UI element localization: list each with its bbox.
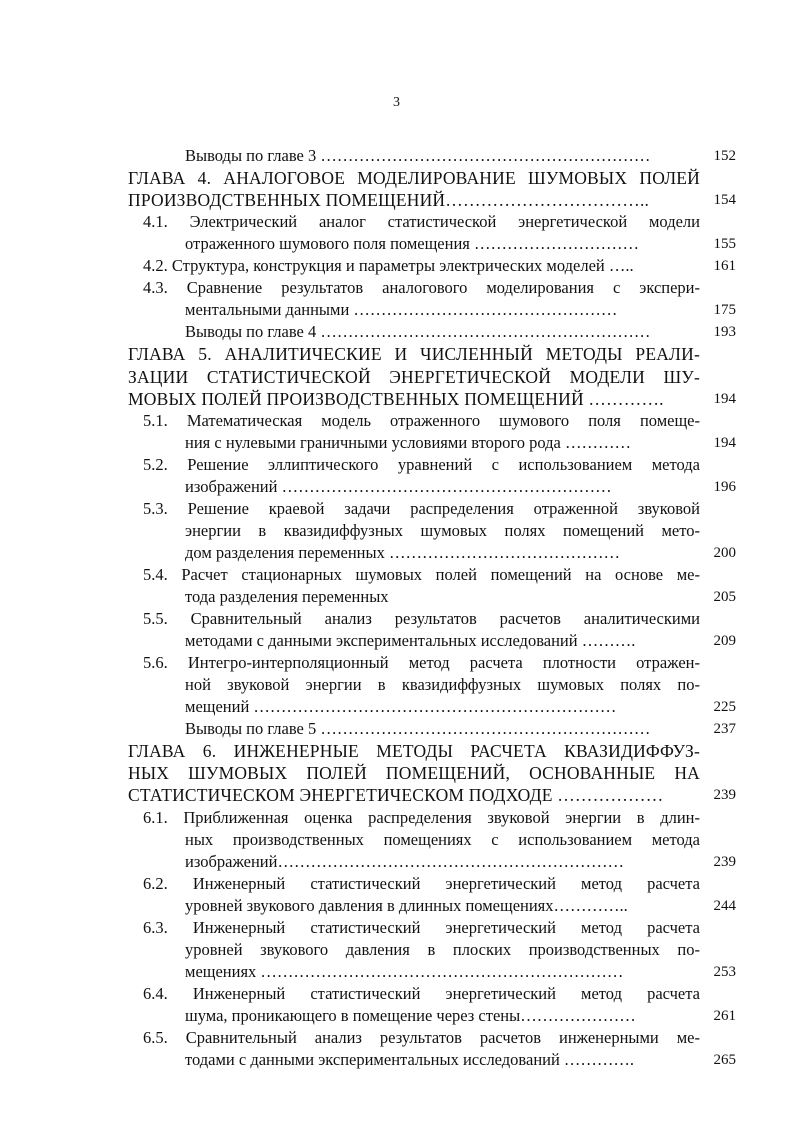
toc-entry-line: уровней звукового давления в плоских производственных по- — [185, 940, 700, 959]
toc-page-number: 253 — [713, 964, 736, 980]
toc-entry-line: ментальными данными ………………………………………… — [185, 300, 618, 319]
toc-entry-line: ния с нулевыми граничными условиями второго рода ………… — [185, 433, 632, 452]
toc-entry-line: 4.2. Структура, конструкция и параметры электрических моделей ….. — [143, 256, 634, 275]
toc-page-number: 244 — [713, 898, 736, 914]
chapter-heading-line: ПРОИЗВОДСТВЕННЫХ ПОМЕЩЕНИЙ…………………………….. — [128, 190, 650, 210]
page-number: 3 — [393, 95, 400, 110]
toc-page-number: 225 — [713, 699, 736, 715]
chapter-heading-line: ГЛАВА 4. АНАЛОГОВОЕ МОДЕЛИРОВАНИЕ ШУМОВЫХ ПОЛЕЙ — [128, 168, 700, 188]
toc-entry-line: 5.4. Расчет стационарных шумовых полей помещений на основе ме- — [143, 565, 700, 584]
toc-entry-line: изображений……………………………………………………… — [185, 852, 624, 871]
toc-entry-line: изображений …………………………………………………… — [185, 477, 612, 496]
toc-page-number: 155 — [713, 236, 736, 252]
toc-entry-line: шума, проникающего в помещение через стены………………… — [185, 1006, 636, 1025]
toc-page-number: 265 — [713, 1052, 736, 1068]
toc-page-number: 239 — [713, 854, 736, 870]
toc-entry-line: энергии в квазидиффузных шумовых полях помещений мето- — [185, 521, 700, 540]
toc-entry-line: Выводы по главе 5 …………………………………………………… — [185, 719, 651, 738]
toc-page-number: 161 — [713, 258, 736, 274]
chapter-heading-line: ГЛАВА 6. ИНЖЕНЕРНЫЕ МЕТОДЫ РАСЧЕТА КВАЗИДИФФУЗ- — [128, 741, 700, 761]
toc-page-number: 200 — [713, 545, 736, 561]
toc-entry-line: тода разделения переменных — [185, 587, 389, 606]
toc-page-number: 175 — [713, 302, 736, 318]
toc-entry-line: Выводы по главе 4 …………………………………………………… — [185, 322, 651, 341]
toc-entry-line: тодами с данными экспериментальных исследований …………. — [185, 1050, 635, 1069]
toc-entry-line: мещений ………………………………………………………… — [185, 697, 617, 716]
toc-page-number: 209 — [713, 633, 736, 649]
chapter-heading-line: СТАТИСТИЧЕСКОМ ЭНЕРГЕТИЧЕСКОМ ПОДХОДЕ ……………… — [128, 785, 664, 805]
toc-entry-line: 5.1. Математическая модель отраженного шумового поля помеще- — [143, 411, 700, 430]
toc-page-number: 194 — [713, 391, 736, 407]
toc-entry-line: Выводы по главе 3 …………………………………………………… — [185, 146, 651, 165]
toc-entry-line: 5.2. Решение эллиптического уравнений с использованием метода — [143, 455, 700, 474]
toc-page-number: 261 — [713, 1008, 736, 1024]
toc-entry-line: 6.1. Приближенная оценка распределения звуковой энергии в длин- — [143, 808, 700, 827]
toc-entry-line: дом разделения переменных …………………………………… — [185, 543, 620, 562]
chapter-heading-line: ЗАЦИИ СТАТИСТИЧЕСКОЙ ЭНЕРГЕТИЧЕСКОЙ МОДЕЛИ ШУ- — [128, 367, 700, 387]
toc-entry-line: мещениях ………………………………………………………… — [185, 962, 624, 981]
toc-entry-line: 6.5. Сравнительный анализ результатов расчетов инженерными ме- — [143, 1028, 700, 1047]
toc-page-number: 205 — [713, 589, 736, 605]
toc-page-number: 237 — [713, 721, 736, 737]
toc-entry-line: 5.5. Сравнительный анализ результатов расчетов аналитическими — [143, 609, 700, 628]
toc-entry-line: 4.1. Электрический аналог статистической энергетической модели — [143, 212, 700, 231]
chapter-heading-line: МОВЫХ ПОЛЕЙ ПРОИЗВОДСТВЕННЫХ ПОМЕЩЕНИЙ …………. — [128, 389, 664, 409]
toc-page-number: 154 — [713, 192, 736, 208]
toc-entry-line: методами с данными экспериментальных исследований ………. — [185, 631, 636, 650]
toc-entry-line: уровней звукового давления в длинных помещениях………….. — [185, 896, 628, 915]
toc-entry-line: 6.4. Инженерный статистический энергетический метод расчета — [143, 984, 700, 1003]
toc-page-number: 152 — [713, 148, 736, 164]
toc-entry-line: 5.3. Решение краевой задачи распределения отраженной звуковой — [143, 499, 700, 518]
toc-entry-line: 5.6. Интегро-интерполяционный метод расчета плотности отражен- — [143, 653, 700, 672]
toc-entry-line: 6.3. Инженерный статистический энергетический метод расчета — [143, 918, 700, 937]
toc-entry-line: ной звуковой энергии в квазидиффузных шумовых полях по- — [185, 675, 700, 694]
chapter-heading-line: НЫХ ШУМОВЫХ ПОЛЕЙ ПОМЕЩЕНИЙ, ОСНОВАННЫЕ НА — [128, 763, 700, 783]
toc-entry-line: 4.3. Сравнение результатов аналогового моделирования с экспери- — [143, 278, 700, 297]
toc-entry-line: ных производственных помещениях с использованием метода — [185, 830, 700, 849]
toc-page-number: 194 — [713, 435, 736, 451]
toc-entry-line: отраженного шумового поля помещения ………………………… — [185, 234, 639, 253]
toc-page-number: 196 — [713, 479, 736, 495]
chapter-heading-line: ГЛАВА 5. АНАЛИТИЧЕСКИЕ И ЧИСЛЕННЫЙ МЕТОДЫ РЕАЛИ- — [128, 344, 700, 364]
toc-page-number: 193 — [713, 324, 736, 340]
toc-entry-line: 6.2. Инженерный статистический энергетический метод расчета — [143, 874, 700, 893]
toc-page-number: 239 — [713, 787, 736, 803]
